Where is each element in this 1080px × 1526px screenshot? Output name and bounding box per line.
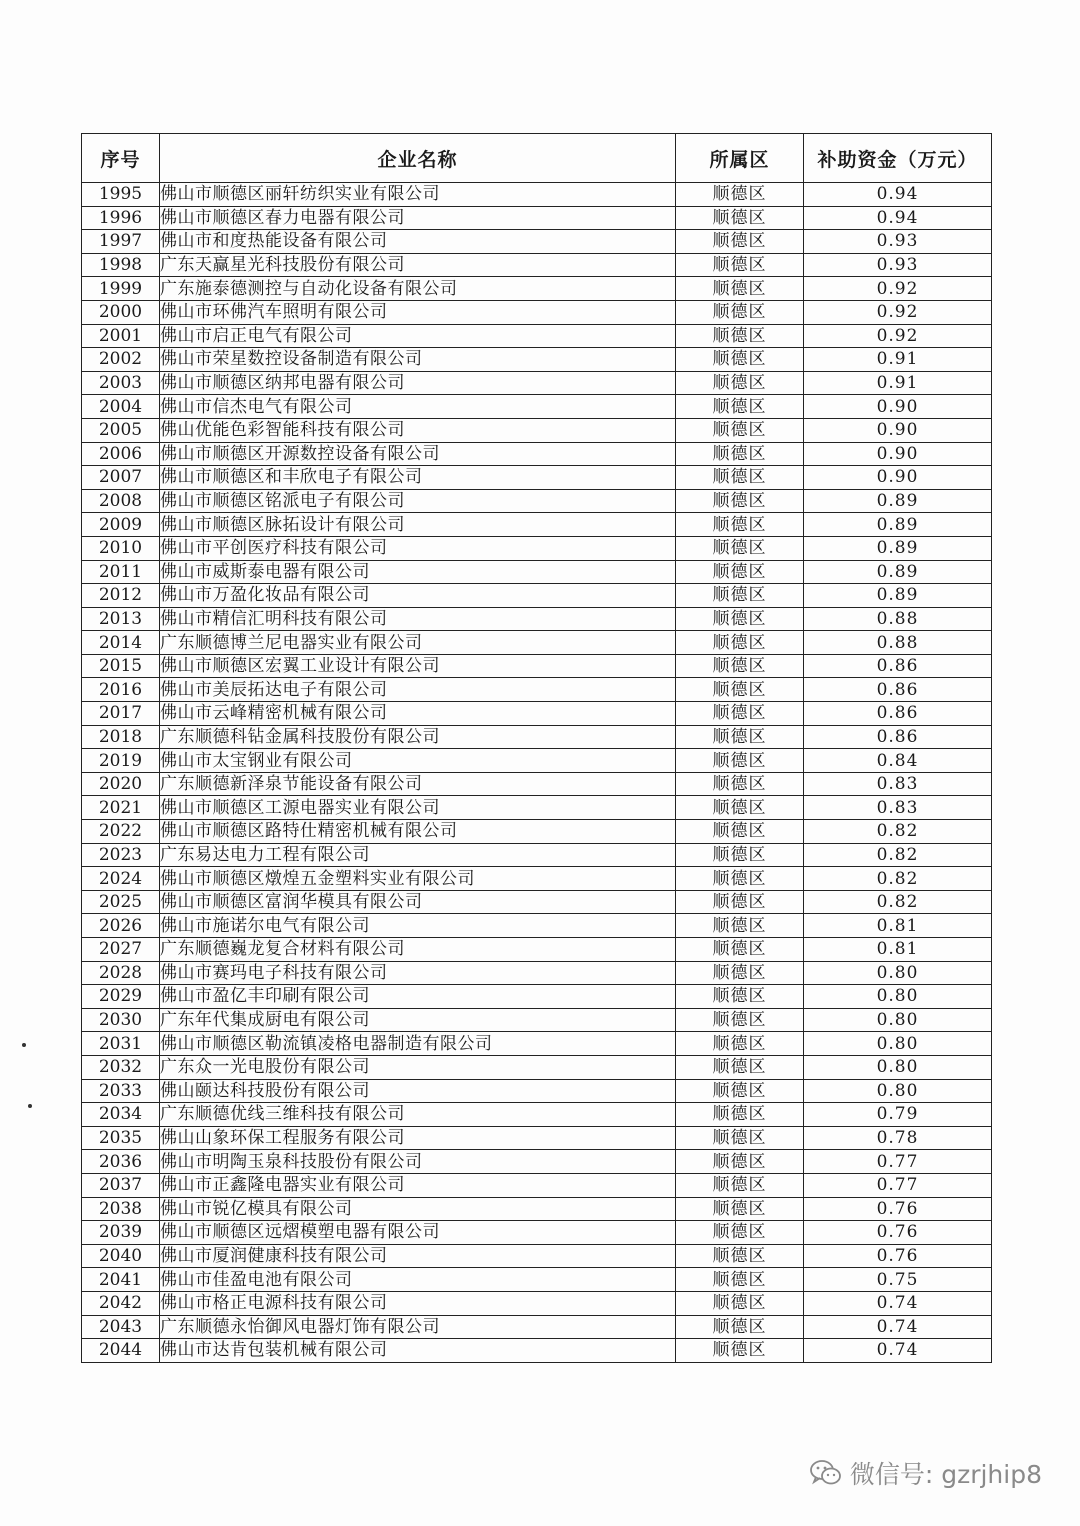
cell-serial-number: 1995: [82, 183, 160, 207]
cell-serial-number: 2003: [82, 371, 160, 395]
cell-subsidy-amount: 0.89: [804, 560, 992, 584]
cell-district: 顺德区: [676, 584, 804, 608]
table-row: [82, 536, 992, 560]
cell-company-name: 佛山市顺德区远熠模塑电器有限公司: [160, 1221, 676, 1245]
table-row: [82, 277, 992, 301]
table-row: [82, 1221, 992, 1245]
cell-company-name: 佛山市顺德区纳邦电器有限公司: [160, 371, 676, 395]
table-row: [82, 1055, 992, 1079]
subsidy-table: [81, 133, 992, 1363]
cell-subsidy-amount: 0.91: [804, 371, 992, 395]
table-row: [82, 395, 992, 419]
cell-serial-number: 2005: [82, 418, 160, 442]
cell-company-name: 佛山市顺德区路特仕精密机械有限公司: [160, 820, 676, 844]
cell-serial-number: 2020: [82, 772, 160, 796]
cell-company-name: 佛山市顺德区铭派电子有限公司: [160, 489, 676, 513]
table-row: [82, 820, 992, 844]
table-row: [82, 513, 992, 537]
cell-subsidy-amount: 0.83: [804, 772, 992, 796]
cell-company-name: 广东顺德科钻金属科技股份有限公司: [160, 725, 676, 749]
cell-subsidy-amount: 0.80: [804, 961, 992, 985]
cell-serial-number: 2028: [82, 961, 160, 985]
cell-district: 顺德区: [676, 489, 804, 513]
cell-district: 顺德区: [676, 1173, 804, 1197]
cell-subsidy-amount: 0.79: [804, 1103, 992, 1127]
cell-company-name: 佛山市佳盈电池有限公司: [160, 1268, 676, 1292]
header-company-name: 企业名称: [160, 134, 676, 183]
cell-serial-number: 1996: [82, 206, 160, 230]
cell-subsidy-amount: 0.78: [804, 1126, 992, 1150]
scan-speck: [22, 1043, 26, 1047]
cell-company-name: 佛山市顺德区开源数控设备有限公司: [160, 442, 676, 466]
cell-serial-number: 2043: [82, 1315, 160, 1339]
cell-subsidy-amount: 0.90: [804, 395, 992, 419]
cell-district: 顺德区: [676, 938, 804, 962]
cell-company-name: 佛山市太宝钢业有限公司: [160, 749, 676, 773]
cell-district: 顺德区: [676, 1197, 804, 1221]
cell-serial-number: 2031: [82, 1032, 160, 1056]
cell-subsidy-amount: 0.77: [804, 1150, 992, 1174]
cell-serial-number: 2039: [82, 1221, 160, 1245]
cell-serial-number: 2032: [82, 1055, 160, 1079]
cell-district: 顺德区: [676, 1244, 804, 1268]
cell-company-name: 佛山市和度热能设备有限公司: [160, 230, 676, 254]
cell-subsidy-amount: 0.77: [804, 1173, 992, 1197]
cell-subsidy-amount: 0.93: [804, 230, 992, 254]
table-row: [82, 418, 992, 442]
cell-serial-number: 2029: [82, 985, 160, 1009]
cell-company-name: 佛山市赛玛电子科技有限公司: [160, 961, 676, 985]
cell-serial-number: 2037: [82, 1173, 160, 1197]
wechat-icon: [810, 1459, 842, 1487]
cell-district: 顺德区: [676, 867, 804, 891]
cell-company-name: 广东易达电力工程有限公司: [160, 843, 676, 867]
table-row: [82, 867, 992, 891]
cell-district: 顺德区: [676, 277, 804, 301]
cell-company-name: 佛山市厦润健康科技有限公司: [160, 1244, 676, 1268]
cell-company-name: 佛山市顺德区脉拓设计有限公司: [160, 513, 676, 537]
cell-district: 顺德区: [676, 1032, 804, 1056]
table-row: [82, 300, 992, 324]
cell-company-name: 佛山市平创医疗科技有限公司: [160, 536, 676, 560]
cell-subsidy-amount: 0.90: [804, 442, 992, 466]
table-row: [82, 1008, 992, 1032]
cell-district: 顺德区: [676, 560, 804, 584]
cell-subsidy-amount: 0.89: [804, 584, 992, 608]
cell-company-name: 佛山市达肯包装机械有限公司: [160, 1339, 676, 1363]
cell-district: 顺德区: [676, 1315, 804, 1339]
cell-company-name: 佛山颐达科技股份有限公司: [160, 1079, 676, 1103]
cell-company-name: 佛山市盈亿丰印刷有限公司: [160, 985, 676, 1009]
cell-company-name: 佛山市顺德区勒流镇凌格电器制造有限公司: [160, 1032, 676, 1056]
cell-district: 顺德区: [676, 796, 804, 820]
cell-company-name: 佛山市格正电源科技有限公司: [160, 1291, 676, 1315]
cell-company-name: 广东顺德博兰尼电器实业有限公司: [160, 631, 676, 655]
table-row: [82, 1291, 992, 1315]
cell-company-name: 广东顺德优线三维科技有限公司: [160, 1103, 676, 1127]
cell-district: 顺德区: [676, 1055, 804, 1079]
cell-company-name: 佛山市顺德区和丰欣电子有限公司: [160, 466, 676, 490]
cell-subsidy-amount: 0.89: [804, 513, 992, 537]
cell-serial-number: 2019: [82, 749, 160, 773]
cell-district: 顺德区: [676, 1008, 804, 1032]
cell-serial-number: 1998: [82, 253, 160, 277]
table-row: [82, 371, 992, 395]
cell-subsidy-amount: 0.76: [804, 1221, 992, 1245]
cell-subsidy-amount: 0.88: [804, 607, 992, 631]
cell-serial-number: 2012: [82, 584, 160, 608]
table-row: [82, 607, 992, 631]
cell-district: 顺德区: [676, 678, 804, 702]
cell-serial-number: 2011: [82, 560, 160, 584]
cell-serial-number: 2024: [82, 867, 160, 891]
cell-serial-number: 2026: [82, 914, 160, 938]
cell-company-name: 佛山市顺德区春力电器有限公司: [160, 206, 676, 230]
cell-district: 顺德区: [676, 961, 804, 985]
table-row: [82, 466, 992, 490]
cell-district: 顺德区: [676, 536, 804, 560]
table-row: [82, 631, 992, 655]
cell-serial-number: 2027: [82, 938, 160, 962]
cell-district: 顺德区: [676, 348, 804, 372]
cell-company-name: 佛山市顺德区丽轩纺织实业有限公司: [160, 183, 676, 207]
cell-serial-number: 2021: [82, 796, 160, 820]
cell-district: 顺德区: [676, 183, 804, 207]
cell-serial-number: 2004: [82, 395, 160, 419]
cell-district: 顺德区: [676, 230, 804, 254]
cell-serial-number: 2016: [82, 678, 160, 702]
table-row: [82, 843, 992, 867]
cell-company-name: 佛山市顺德区宏翼工业设计有限公司: [160, 654, 676, 678]
table-row: [82, 560, 992, 584]
cell-subsidy-amount: 0.82: [804, 843, 992, 867]
cell-serial-number: 2030: [82, 1008, 160, 1032]
scan-speck: [28, 1104, 32, 1108]
cell-district: 顺德区: [676, 772, 804, 796]
cell-district: 顺德区: [676, 206, 804, 230]
cell-subsidy-amount: 0.92: [804, 324, 992, 348]
cell-company-name: 佛山市环佛汽车照明有限公司: [160, 300, 676, 324]
cell-serial-number: 2013: [82, 607, 160, 631]
table-row: [82, 1126, 992, 1150]
cell-district: 顺德区: [676, 1268, 804, 1292]
table-row: [82, 654, 992, 678]
cell-subsidy-amount: 0.90: [804, 466, 992, 490]
table-body: [82, 183, 992, 1363]
cell-serial-number: 2006: [82, 442, 160, 466]
table-row: [82, 206, 992, 230]
cell-serial-number: 2040: [82, 1244, 160, 1268]
cell-subsidy-amount: 0.82: [804, 867, 992, 891]
cell-serial-number: 2002: [82, 348, 160, 372]
cell-company-name: 佛山市正鑫隆电器实业有限公司: [160, 1173, 676, 1197]
table-row: [82, 442, 992, 466]
cell-district: 顺德区: [676, 1126, 804, 1150]
cell-serial-number: 2023: [82, 843, 160, 867]
cell-serial-number: 1999: [82, 277, 160, 301]
cell-serial-number: 2009: [82, 513, 160, 537]
table-row: [82, 348, 992, 372]
cell-district: 顺德区: [676, 607, 804, 631]
cell-district: 顺德区: [676, 466, 804, 490]
cell-company-name: 佛山优能色彩智能科技有限公司: [160, 418, 676, 442]
header-subsidy-amount: 补助资金（万元）: [804, 134, 992, 183]
cell-subsidy-amount: 0.91: [804, 348, 992, 372]
cell-serial-number: 2025: [82, 890, 160, 914]
cell-company-name: 佛山市启正电气有限公司: [160, 324, 676, 348]
cell-district: 顺德区: [676, 1221, 804, 1245]
table-row: [82, 1032, 992, 1056]
cell-subsidy-amount: 0.92: [804, 300, 992, 324]
cell-subsidy-amount: 0.93: [804, 253, 992, 277]
cell-subsidy-amount: 0.80: [804, 985, 992, 1009]
cell-company-name: 佛山市施诺尔电气有限公司: [160, 914, 676, 938]
cell-company-name: 佛山市荣星数控设备制造有限公司: [160, 348, 676, 372]
cell-serial-number: 2022: [82, 820, 160, 844]
header-district: 所属区: [676, 134, 804, 183]
cell-subsidy-amount: 0.80: [804, 1079, 992, 1103]
table-row: [82, 1173, 992, 1197]
cell-serial-number: 2036: [82, 1150, 160, 1174]
cell-serial-number: 2001: [82, 324, 160, 348]
cell-serial-number: 2018: [82, 725, 160, 749]
cell-serial-number: 2007: [82, 466, 160, 490]
cell-subsidy-amount: 0.86: [804, 678, 992, 702]
cell-subsidy-amount: 0.86: [804, 702, 992, 726]
cell-district: 顺德区: [676, 843, 804, 867]
table-row: [82, 1103, 992, 1127]
cell-company-name: 佛山市顺德区工源电器实业有限公司: [160, 796, 676, 820]
cell-subsidy-amount: 0.86: [804, 725, 992, 749]
cell-subsidy-amount: 0.86: [804, 654, 992, 678]
cell-company-name: 佛山市万盈化妆品有限公司: [160, 584, 676, 608]
table-row: [82, 1339, 992, 1363]
cell-subsidy-amount: 0.80: [804, 1055, 992, 1079]
cell-subsidy-amount: 0.75: [804, 1268, 992, 1292]
watermark-text: 微信号: gzrjhip8: [849, 1460, 1042, 1489]
cell-district: 顺德区: [676, 1103, 804, 1127]
table-row: [82, 1268, 992, 1292]
cell-serial-number: 2035: [82, 1126, 160, 1150]
cell-subsidy-amount: 0.74: [804, 1339, 992, 1363]
cell-subsidy-amount: 0.89: [804, 489, 992, 513]
wechat-watermark: [810, 1455, 1042, 1491]
table-row: [82, 985, 992, 1009]
cell-subsidy-amount: 0.81: [804, 914, 992, 938]
cell-district: 顺德区: [676, 1339, 804, 1363]
cell-subsidy-amount: 0.74: [804, 1315, 992, 1339]
cell-district: 顺德区: [676, 914, 804, 938]
table-row: [82, 584, 992, 608]
cell-company-name: 佛山市云峰精密机械有限公司: [160, 702, 676, 726]
cell-company-name: 广东顺德新泽泉节能设备有限公司: [160, 772, 676, 796]
cell-company-name: 佛山市威斯泰电器有限公司: [160, 560, 676, 584]
table-row: [82, 1315, 992, 1339]
cell-district: 顺德区: [676, 418, 804, 442]
cell-company-name: 佛山市顺德区富润华模具有限公司: [160, 890, 676, 914]
cell-district: 顺德区: [676, 820, 804, 844]
cell-district: 顺德区: [676, 324, 804, 348]
cell-serial-number: 2008: [82, 489, 160, 513]
cell-serial-number: 2044: [82, 1339, 160, 1363]
table-row: [82, 253, 992, 277]
cell-serial-number: 2015: [82, 654, 160, 678]
table-row: [82, 702, 992, 726]
cell-district: 顺德区: [676, 725, 804, 749]
cell-company-name: 佛山市锐亿模具有限公司: [160, 1197, 676, 1221]
table-row: [82, 725, 992, 749]
cell-serial-number: 2033: [82, 1079, 160, 1103]
cell-district: 顺德区: [676, 631, 804, 655]
cell-district: 顺德区: [676, 985, 804, 1009]
table-row: [82, 230, 992, 254]
header-serial-number: 序号: [82, 134, 160, 183]
cell-district: 顺德区: [676, 300, 804, 324]
cell-district: 顺德区: [676, 513, 804, 537]
cell-subsidy-amount: 0.84: [804, 749, 992, 773]
table-row: [82, 914, 992, 938]
cell-serial-number: 2014: [82, 631, 160, 655]
table-row: [82, 749, 992, 773]
cell-district: 顺德区: [676, 890, 804, 914]
table-row: [82, 489, 992, 513]
cell-company-name: 佛山市明陶玉泉科技股份有限公司: [160, 1150, 676, 1174]
cell-district: 顺德区: [676, 702, 804, 726]
cell-subsidy-amount: 0.76: [804, 1244, 992, 1268]
cell-district: 顺德区: [676, 1079, 804, 1103]
cell-company-name: 佛山市精信汇明科技有限公司: [160, 607, 676, 631]
cell-subsidy-amount: 0.88: [804, 631, 992, 655]
table-row: [82, 183, 992, 207]
cell-company-name: 广东顺德永怡御风电器灯饰有限公司: [160, 1315, 676, 1339]
table-row: [82, 1244, 992, 1268]
cell-district: 顺德区: [676, 371, 804, 395]
table-header-row: [82, 134, 992, 183]
cell-company-name: 佛山市美辰拓达电子有限公司: [160, 678, 676, 702]
cell-subsidy-amount: 0.92: [804, 277, 992, 301]
cell-serial-number: 2034: [82, 1103, 160, 1127]
cell-serial-number: 2010: [82, 536, 160, 560]
cell-company-name: 广东施泰德测控与自动化设备有限公司: [160, 277, 676, 301]
table-row: [82, 1197, 992, 1221]
table-row: [82, 1150, 992, 1174]
cell-subsidy-amount: 0.80: [804, 1032, 992, 1056]
cell-subsidy-amount: 0.83: [804, 796, 992, 820]
cell-serial-number: 2017: [82, 702, 160, 726]
cell-company-name: 广东众一光电股份有限公司: [160, 1055, 676, 1079]
table-row: [82, 938, 992, 962]
cell-company-name: 佛山市顺德区燉煌五金塑料实业有限公司: [160, 867, 676, 891]
cell-district: 顺德区: [676, 1150, 804, 1174]
cell-subsidy-amount: 0.94: [804, 183, 992, 207]
cell-district: 顺德区: [676, 654, 804, 678]
cell-subsidy-amount: 0.81: [804, 938, 992, 962]
table-row: [82, 890, 992, 914]
cell-serial-number: 2042: [82, 1291, 160, 1315]
cell-serial-number: 2038: [82, 1197, 160, 1221]
cell-subsidy-amount: 0.94: [804, 206, 992, 230]
cell-subsidy-amount: 0.89: [804, 536, 992, 560]
cell-company-name: 广东年代集成厨电有限公司: [160, 1008, 676, 1032]
cell-subsidy-amount: 0.74: [804, 1291, 992, 1315]
table-row: [82, 772, 992, 796]
cell-subsidy-amount: 0.82: [804, 890, 992, 914]
table-row: [82, 324, 992, 348]
table-row: [82, 961, 992, 985]
table-row: [82, 1079, 992, 1103]
cell-subsidy-amount: 0.90: [804, 418, 992, 442]
cell-serial-number: 1997: [82, 230, 160, 254]
cell-company-name: 佛山市信杰电气有限公司: [160, 395, 676, 419]
cell-company-name: 广东天赢星光科技股份有限公司: [160, 253, 676, 277]
cell-serial-number: 2000: [82, 300, 160, 324]
cell-subsidy-amount: 0.76: [804, 1197, 992, 1221]
cell-district: 顺德区: [676, 1291, 804, 1315]
cell-district: 顺德区: [676, 253, 804, 277]
cell-serial-number: 2041: [82, 1268, 160, 1292]
cell-district: 顺德区: [676, 749, 804, 773]
cell-company-name: 佛山山象环保工程服务有限公司: [160, 1126, 676, 1150]
table-row: [82, 678, 992, 702]
cell-district: 顺德区: [676, 442, 804, 466]
cell-subsidy-amount: 0.80: [804, 1008, 992, 1032]
cell-district: 顺德区: [676, 395, 804, 419]
table-row: [82, 796, 992, 820]
cell-company-name: 广东顺德巍龙复合材料有限公司: [160, 938, 676, 962]
cell-subsidy-amount: 0.82: [804, 820, 992, 844]
